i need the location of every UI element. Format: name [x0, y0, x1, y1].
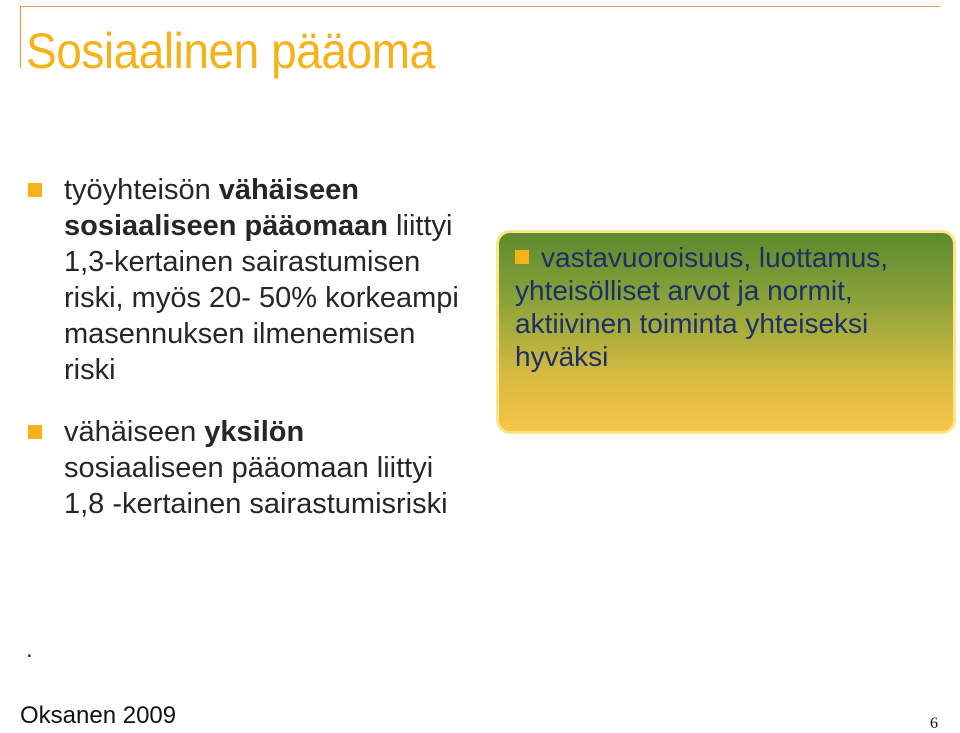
bullet-item [28, 414, 468, 522]
square-bullet-icon [28, 425, 42, 439]
slide-frame-left-line [20, 6, 21, 68]
square-bullet-icon [28, 183, 42, 197]
square-bullet-icon [515, 250, 529, 264]
callout-text: vastavuoroisuus, luottamus, yhteisölliset arvot ja normit, aktiivinen toiminta yhteiseksi hyväksi [515, 242, 889, 372]
slide-frame-top-line [20, 6, 940, 7]
bullet-list [28, 172, 468, 548]
page-number: 6 [930, 715, 938, 732]
bullet-text-bold: yksilön [204, 416, 305, 448]
bullet-text-pre: työyhteisön [64, 174, 219, 206]
stray-period: . [26, 636, 33, 663]
bullet-text-pre: vähäiseen [64, 416, 205, 448]
bullet-item [28, 172, 468, 388]
bullet-text-post: sosiaaliseen pääomaan liittyi 1,8 -kertainen sairastumisriski [64, 452, 448, 520]
bullet-text-post: liittyi 1,3-kertainen sairastumisen riski, myös 20- 50% korkeampi masennuksen ilmenemisen riski [64, 210, 459, 386]
bullet-text-bold: vähäiseen sosiaaliseen pääomaan [64, 174, 388, 242]
callout-box [496, 230, 956, 434]
footer-author: Oksanen 2009 [20, 702, 177, 729]
slide-title: Sosiaalinen pääoma [26, 23, 435, 79]
